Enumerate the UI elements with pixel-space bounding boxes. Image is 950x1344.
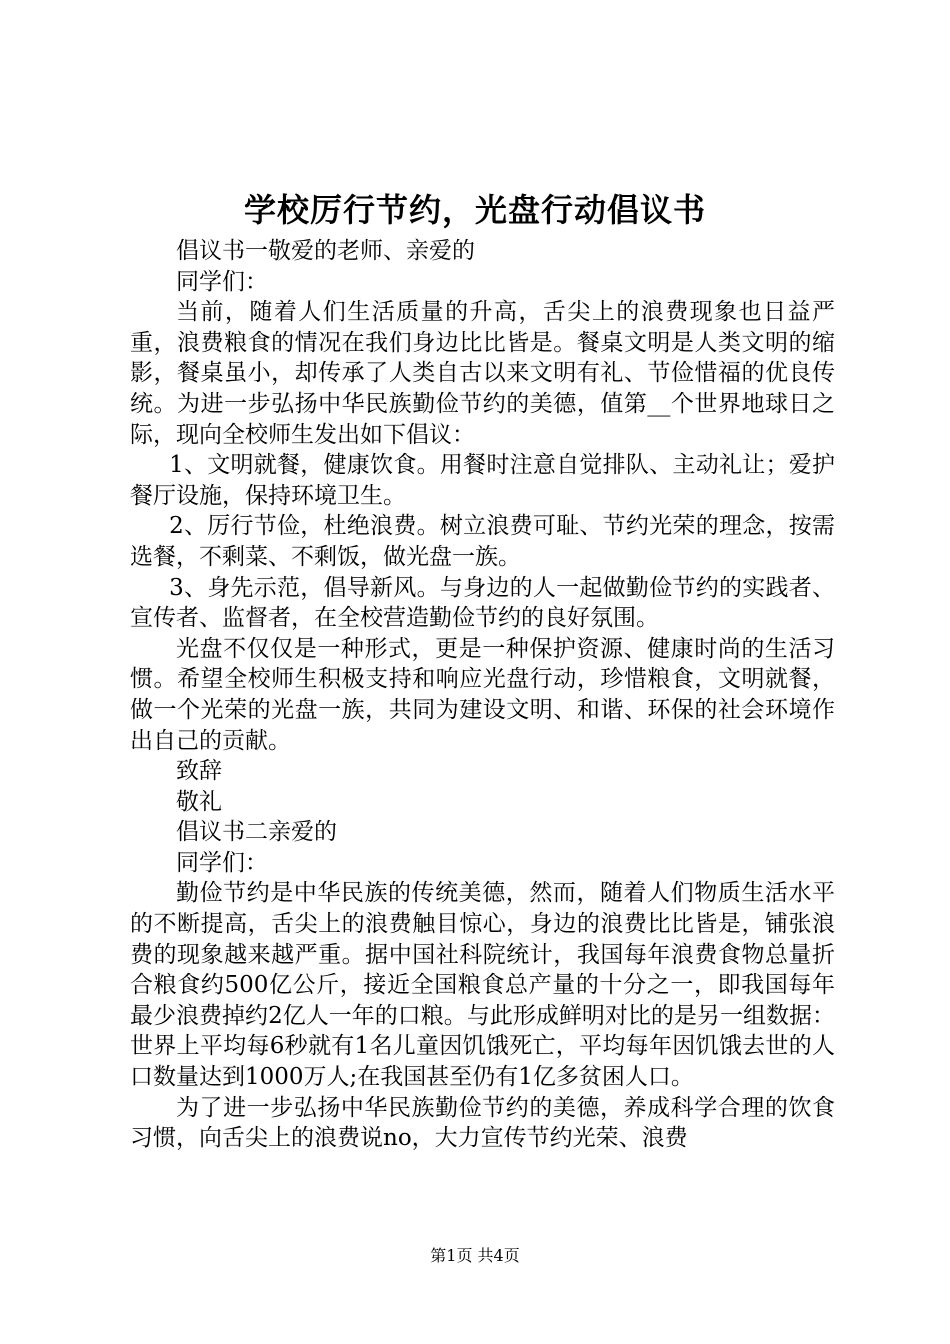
salutation-line-3: 倡议书二亲爱的 xyxy=(176,819,337,846)
body-paragraph: 光盘不仅仅是一种形式，更是一种保护资源、健康时尚的生活习惯。希望全校师生积极支持和响应光盘行动，珍惜粮食，文明就餐，做一个光荣的光盘一族，共同为建设文明、和谐、环保的社会环境作出自己的贡献。 xyxy=(130,635,835,754)
document-title: 学校厉行节约，光盘行动倡议书 xyxy=(243,191,706,229)
closing-line-1: 致辞 xyxy=(176,758,222,785)
body-paragraph: 为了进一步弘扬中华民族勤俭节约的美德，养成科学合理的饮食习惯，向舌尖上的浪费说no，大力宣传节约光荣、浪费 xyxy=(130,1094,835,1152)
proposal-item-2: 2、厉行节俭，杜绝浪费。树立浪费可耻、节约光荣的理念，按需选餐，不剩菜、不剩饭，做光盘一族。 xyxy=(130,513,835,570)
salutation-line-1: 倡议书一敬爱的老师、亲爱的 xyxy=(176,238,475,264)
proposal-item-1: 1、文明就餐，健康饮食。用餐时注意自觉排队、主动礼让；爱护餐厅设施，保持环境卫生。 xyxy=(130,452,835,509)
proposal-item-3: 3、身先示范，倡导新风。与身边的人一起做勤俭节约的实践者、宣传者、监督者，在全校营造勤俭节约的良好氛围。 xyxy=(130,574,835,632)
body-paragraph: 当前，随着人们生活质量的升高，舌尖上的浪费现象也日益严重，浪费粮食的情况在我们身边比比皆是。餐桌文明是人类文明的缩影，餐桌虽小，却传承了人类自古以来文明有礼、节俭惜福的优良传统。为进一步弘扬中华民族勤俭节约的美德，值第__个世界地球日之际，现向全校师生发出如下倡议： xyxy=(130,299,835,448)
salutation-line-4: 同学们： xyxy=(176,849,268,876)
page-footer: 第1页 共4页 xyxy=(430,1246,520,1265)
document-body xyxy=(130,236,835,1154)
body-paragraph: 勤俭节约是中华民族的传统美德，然而，随着人们物质生活水平的不断提高，舌尖上的浪费触目惊心，身边的浪费比比皆是，铺张浪费的现象越来越严重。据中国社科院统计，我国每年浪费食物总量折合粮食约500亿公斤，接近全国粮食总产量的十分之一，即我国每年最少浪费掉约2亿人一年的口粮。与此形成鲜明对比的是另一组数据：世界上平均每6秒就有1名儿童因饥饿死亡，平均每年因饥饿去世的人口数量达到1000万人;在我国甚至仍有1亿多贫困人口。 xyxy=(130,880,835,1091)
salutation-line-2: 同学们： xyxy=(176,268,268,295)
closing-line-2: 敬礼 xyxy=(176,788,222,815)
